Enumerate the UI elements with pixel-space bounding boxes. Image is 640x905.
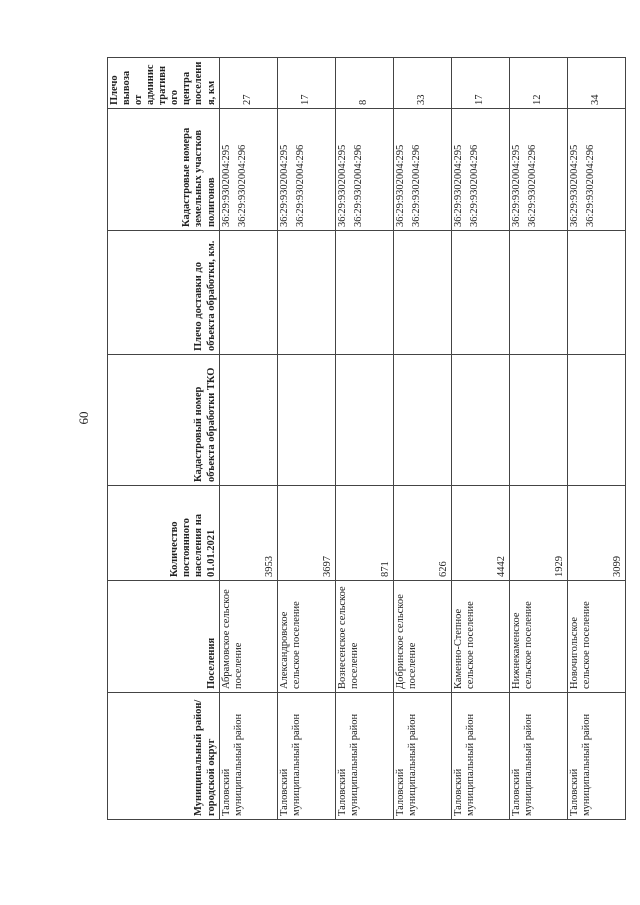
cell-delivery-distance — [219, 231, 277, 355]
cell-cadastral-landfills — [393, 109, 451, 231]
cell-cadastral-object — [335, 355, 393, 486]
cadastral-number: 36:29:9302004:296 — [468, 144, 480, 227]
table-row — [567, 58, 625, 820]
cell-export-distance: 17 — [451, 58, 509, 109]
cell-population: 1929 — [509, 486, 567, 581]
page-number: 60 — [76, 411, 91, 425]
cadastral-number: 36:29:9302004:295 — [568, 144, 580, 227]
cell-district: Таловский муниципальный район — [393, 693, 451, 820]
cell-population: 3953 — [219, 486, 277, 581]
cell-cadastral-landfills — [509, 109, 567, 231]
cadastral-number: 36:29:9302004:296 — [294, 144, 306, 227]
cell-export-distance: 34 — [567, 58, 625, 109]
cell-settlement: Нижнекаменское сельское поселение — [509, 581, 567, 693]
cadastral-number: 36:29:9302004:295 — [336, 144, 348, 227]
cell-population: 3099 — [567, 486, 625, 581]
cell-export-distance: 8 — [335, 58, 393, 109]
table-row — [219, 58, 277, 820]
table-row — [335, 58, 393, 820]
cell-cadastral-object — [277, 355, 335, 486]
cadastral-number: 36:29:9302004:296 — [236, 144, 248, 227]
cell-delivery-distance — [393, 231, 451, 355]
table-row — [277, 58, 335, 820]
cell-district: Таловский муниципальный район — [277, 693, 335, 820]
cell-district: Таловский муниципальный район — [451, 693, 509, 820]
header-settlement: Поселения — [108, 581, 220, 693]
cell-export-distance: 33 — [393, 58, 451, 109]
header-population: Количество постоянного населения на 01.01.2021 — [108, 486, 220, 581]
cell-cadastral-object — [451, 355, 509, 486]
cadastral-number: 36:29:9302004:295 — [278, 144, 290, 227]
cell-district: Таловский муниципальный район — [219, 693, 277, 820]
cell-delivery-distance — [451, 231, 509, 355]
table-row — [393, 58, 451, 820]
cadastral-number: 36:29:9302004:295 — [452, 144, 464, 227]
cell-cadastral-landfills — [277, 109, 335, 231]
cadastral-number: 36:29:9302004:296 — [410, 144, 422, 227]
cell-export-distance: 27 — [219, 58, 277, 109]
table-container — [107, 58, 623, 820]
cell-settlement: Каменно-Степное сельское поселение — [451, 581, 509, 693]
cell-delivery-distance — [277, 231, 335, 355]
cell-cadastral-landfills — [451, 109, 509, 231]
header-cadastral-landfills: Кадастровые номера земельных участков полигонов — [108, 109, 220, 231]
cell-export-distance: 12 — [509, 58, 567, 109]
cell-population: 4442 — [451, 486, 509, 581]
cell-district: Таловский муниципальный район — [335, 693, 393, 820]
header-delivery-distance: Плечо доставки до объекта обработки, км. — [108, 231, 220, 355]
cell-cadastral-landfills — [567, 109, 625, 231]
settlements-table — [107, 57, 626, 820]
cell-delivery-distance — [335, 231, 393, 355]
header-cadastral-object: Кадастровый номер объекта обработки ТКО — [108, 355, 220, 486]
cell-export-distance: 17 — [277, 58, 335, 109]
cell-district: Таловский муниципальный район — [509, 693, 567, 820]
header-district: Муниципальный район/ городской округ — [108, 693, 220, 820]
cadastral-number: 36:29:9302004:296 — [584, 144, 596, 227]
cell-delivery-distance — [567, 231, 625, 355]
header-export-distance: Плечо вывоза от административного центра поселения, км — [108, 58, 220, 109]
cell-cadastral-object — [567, 355, 625, 486]
cell-settlement: Абрамовское сельское поселение — [219, 581, 277, 693]
cell-settlement: Новочигольское сельское поселение — [567, 581, 625, 693]
cell-cadastral-object — [509, 355, 567, 486]
cell-settlement: Добринское сельское поселение — [393, 581, 451, 693]
cell-delivery-distance — [509, 231, 567, 355]
cell-cadastral-landfills — [219, 109, 277, 231]
cell-population: 3697 — [277, 486, 335, 581]
table-row — [451, 58, 509, 820]
table-row — [509, 58, 567, 820]
cell-population: 626 — [393, 486, 451, 581]
cadastral-number: 36:29:9302004:295 — [394, 144, 406, 227]
cell-cadastral-object — [219, 355, 277, 486]
cadastral-number: 36:29:9302004:296 — [526, 144, 538, 227]
cadastral-number: 36:29:9302004:295 — [220, 144, 232, 227]
cell-settlement: Вознесенское сельское поселение — [335, 581, 393, 693]
cell-cadastral-landfills — [335, 109, 393, 231]
cell-district: Таловский муниципальный район — [567, 693, 625, 820]
table-header-row — [108, 58, 220, 820]
cadastral-number: 36:29:9302004:296 — [352, 144, 364, 227]
cell-settlement: Александровское сельское поселение — [277, 581, 335, 693]
cadastral-number: 36:29:9302004:295 — [510, 144, 522, 227]
cell-population: 871 — [335, 486, 393, 581]
cell-cadastral-object — [393, 355, 451, 486]
